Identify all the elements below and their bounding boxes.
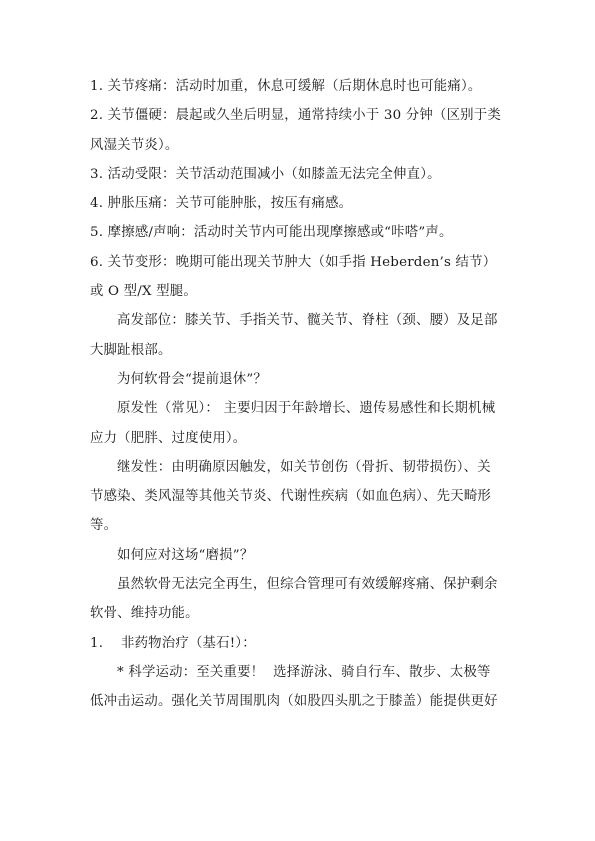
exercise-bullet: * 科学运动：至关重要！ 选择游泳、骑自行车、散步、太极等 [117,664,491,680]
symptom-3-limited-motion: 3. 活动受限：关节活动范围减小（如膝盖无法完全伸直）。 [90,166,441,182]
treatment-item-1-heading: 1. 非药物治疗（基石!）： [90,635,256,651]
symptom-6-deformity: 6. 关节变形：晚期可能出现关节肿大（如手指 Heberden’s 结节） [90,254,497,270]
symptom-2-joint-stiffness: 2. 关节僵硬：晨起或久坐后明显，通常持续小于 30 分钟（区别于类 [90,108,501,124]
symptom-4-swelling-tenderness: 4. 肿胀压痛：关节可能肿胀，按压有痛感。 [90,196,353,212]
management-intro-continuation: 软骨、维持功能。 [90,606,199,622]
section-heading-cause: 为何软骨会“提前退休”？ [117,371,267,387]
secondary-cause-continuation: 节感染、类风湿等其他关节炎、代谢性疾病（如血色病）、先天畸形 [90,489,492,505]
symptom-6-continuation: 或 O 型/X 型腿。 [90,284,197,300]
secondary-cause-paragraph: 继发性：由明确原因触发，如关节创伤（骨折、韧带损伤）、关 [117,459,491,475]
primary-cause-continuation: 应力（肥胖、过度使用）。 [90,430,247,446]
symptom-1-joint-pain: 1. 关节疼痛：活动时加重，休息可缓解（后期休息时也可能痛）。 [90,79,482,94]
document-page [90,72,510,717]
symptom-2-continuation: 风湿关节炎）。 [90,137,179,153]
common-sites-continuation: 大脚趾根部。 [90,342,172,358]
management-intro-paragraph: 虽然软骨无法完全再生，但综合管理可有效缓解疼痛、保护剩余 [117,577,498,593]
section-heading-management: 如何应对这场“磨损”？ [117,547,254,563]
common-sites-paragraph: 高发部位：膝关节、手指关节、髋关节、脊柱（颈、腰）及足部 [117,313,498,329]
secondary-cause-end: 等。 [90,518,118,534]
primary-cause-paragraph: 原发性（常见）： 主要归因于年龄增长、遗传易感性和长期机械 [117,401,496,417]
exercise-bullet-continuation: 低冲击运动。强化关节周围肌肉（如股四头肌之于膝盖）能提供更好 [90,694,498,710]
symptom-5-crepitus: 5. 摩擦感/声响：活动时关节内可能出现摩擦感或“咔嗒”声。 [90,225,453,241]
